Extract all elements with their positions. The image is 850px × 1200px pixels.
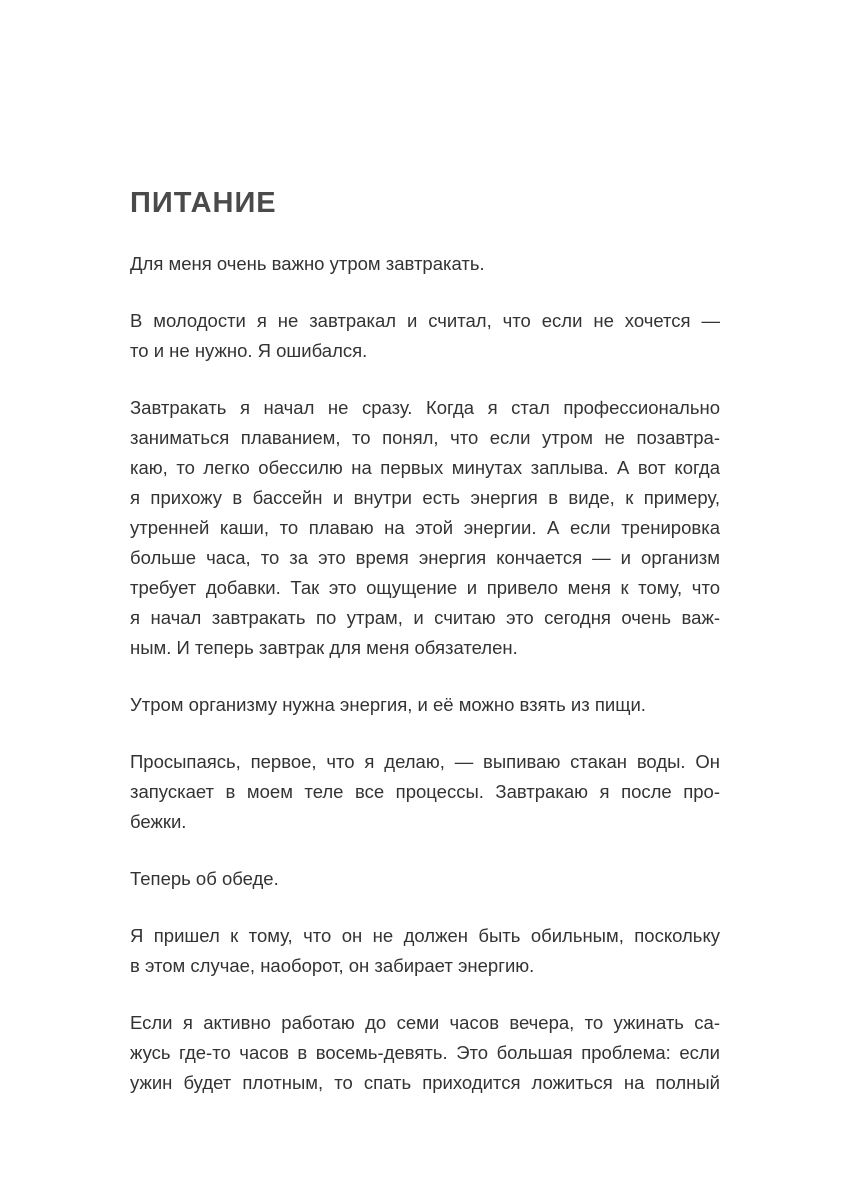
text-line: я прихожу в бассейн и внутри есть энергия в виде, к примеру,	[130, 487, 720, 508]
text-line: Теперь об обеде.	[130, 868, 279, 889]
page-content	[130, 185, 720, 1125]
paragraph	[130, 249, 720, 279]
text-line: бежки.	[130, 811, 187, 832]
text-line: больше часа, то за это время энергия кончается — и организм	[130, 547, 720, 568]
text-line: в этом случае, наоборот, он забирает энергию.	[130, 955, 535, 976]
text-line: Утром организму нужна энергия, и её можно взять из пищи.	[130, 694, 646, 715]
paragraph	[130, 306, 720, 366]
text-line: Просыпаясь, первое, что я делаю, — выпиваю стакан воды. Он	[130, 751, 720, 772]
text-line: запускает в моем теле все процессы. Завтракаю я после про-	[130, 781, 720, 802]
text-line: я начал завтракать по утрам, и считаю это сегодня очень важ-	[130, 607, 720, 628]
text-line: то и не нужно. Я ошибался.	[130, 340, 368, 361]
text-line: жусь где-то часов в восемь-девять. Это большая проблема: если	[130, 1042, 720, 1063]
text-line: Если я активно работаю до семи часов вечера, то ужинать са-	[130, 1012, 720, 1033]
text-line: утренней каши, то плаваю на этой энергии. А если тренировка	[130, 517, 720, 538]
text-line: ным. И теперь завтрак для меня обязателен.	[130, 637, 518, 658]
chapter-title: ПИТАНИЕ	[130, 187, 277, 219]
paragraph	[130, 690, 720, 720]
text-line: Для меня очень важно утром завтракать.	[130, 253, 485, 274]
paragraph	[130, 1008, 720, 1098]
text-line: ужин будет плотным, то спать приходится ложиться на полный	[130, 1072, 720, 1093]
paragraph	[130, 747, 720, 837]
text-line: требует добавки. Так это ощущение и привело меня к тому, что	[130, 577, 720, 598]
text-line: Завтракать я начал не сразу. Когда я стал профессионально	[130, 397, 720, 418]
paragraph	[130, 921, 720, 981]
text-line: заниматься плаванием, то понял, что если утром не позавтра-	[130, 427, 720, 448]
paragraph	[130, 393, 720, 663]
paragraph	[130, 864, 720, 894]
text-line: Я пришел к тому, что он не должен быть обильным, поскольку	[130, 925, 720, 946]
text-line: В молодости я не завтракал и считал, что если не хочется —	[130, 310, 720, 331]
chapter-body	[130, 249, 720, 1098]
text-line: каю, то легко обессилю на первых минутах заплыва. А вот когда	[130, 457, 720, 478]
